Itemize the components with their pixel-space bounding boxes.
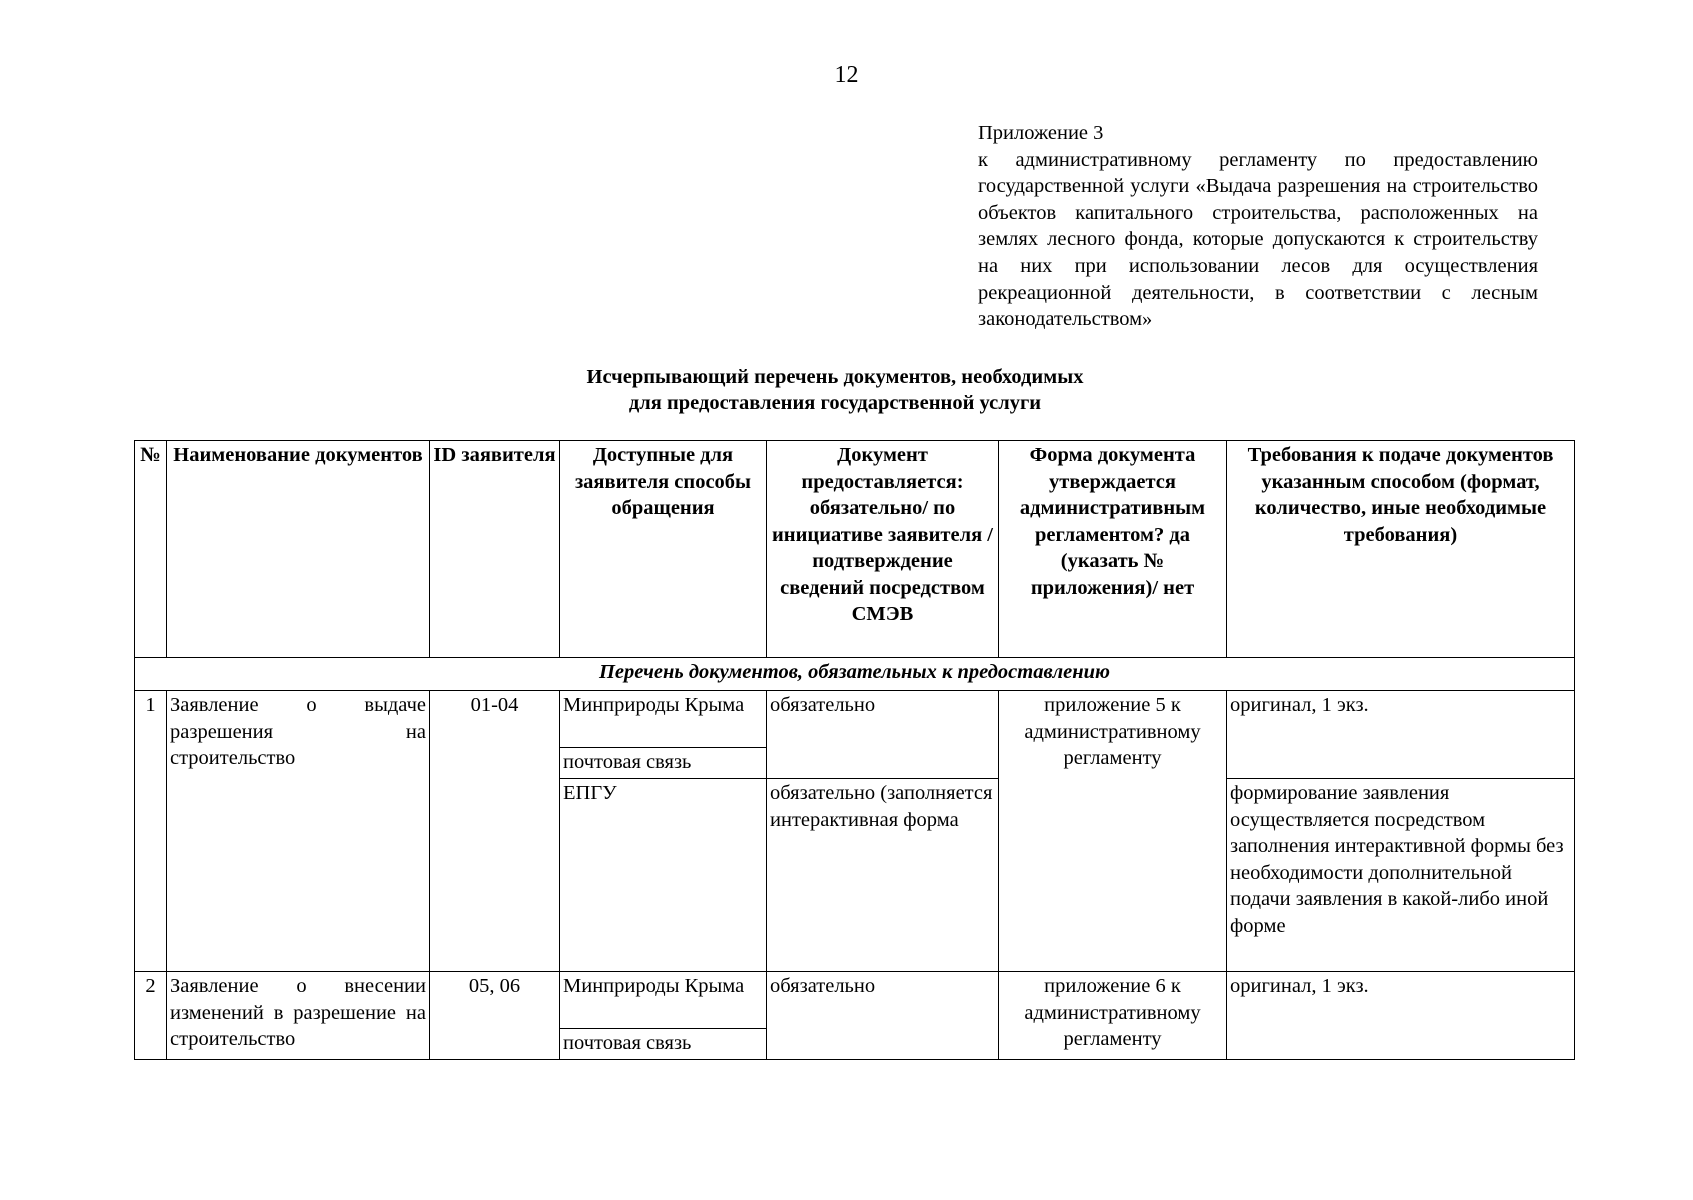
document-title	[500, 364, 1170, 416]
row-number: 2	[135, 972, 167, 1060]
row-document-name: Заявление о выдаче разрешения на строительство	[167, 691, 430, 972]
row-requirements: формирование заявления осуществляется посредством заполнения интерактивной формы без необходимости дополнительной подачи заявления в какой-либо иной форме	[1227, 779, 1575, 972]
row-provided: обязательно	[767, 691, 999, 779]
table-header-row	[135, 441, 1575, 658]
channel-item: почтовая связь	[560, 1029, 767, 1060]
header-document-name: Наименование документов	[167, 441, 430, 658]
row-number: 1	[135, 691, 167, 972]
page-number: 12	[834, 62, 859, 88]
row-provided: обязательно (заполняется интерактивная форма	[767, 779, 999, 972]
header-form: Форма документа утверждается административным регламентом? да (указать № приложения)/ нет	[999, 441, 1227, 658]
section-title: Перечень документов, обязательных к предоставлению	[135, 658, 1575, 691]
row-requirements: оригинал, 1 экз.	[1227, 972, 1575, 1060]
appendix-description: к административному регламенту по предоставлению государственной услуги «Выдача разрешения на строительство объектов капитального строительства, расположенных на землях лесного фонда, которые допускаются к строительству на них при использовании лесов для осуществления рекреационной деятельности, в соответствии с лесным законодательством»	[978, 148, 1538, 331]
row-form: приложение 5 к административному регламенту	[999, 691, 1227, 972]
row-requirements: оригинал, 1 экз.	[1227, 691, 1575, 779]
appendix-label: Приложение 3	[978, 122, 1104, 144]
row-applicant-id: 05, 06	[430, 972, 560, 1060]
section-row	[135, 658, 1575, 691]
document-title-line-1: Исчерпывающий перечень документов, необходимых	[586, 366, 1084, 388]
header-provided: Документ предоставляется: обязательно/ по инициативе заявителя /подтверждение сведений посредством СМЭВ	[767, 441, 999, 658]
header-channels: Доступные для заявителя способы обращения	[560, 441, 767, 658]
channel-item: почтовая связь	[560, 748, 767, 779]
header-requirements: Требования к подаче документов указанным способом (формат, количество, иные необходимые требования)	[1227, 441, 1575, 658]
channel-item: Минприроды Крыма	[560, 691, 767, 748]
header-applicant-id: ID заявителя	[430, 441, 560, 658]
row-provided: обязательно	[767, 972, 999, 1060]
document-title-line-2: для предоставления государственной услуги	[628, 392, 1042, 414]
row-document-name: Заявление о внесении изменений в разрешение на строительство	[167, 972, 430, 1060]
row-form: приложение 6 к административному регламенту	[999, 972, 1227, 1060]
table-row	[135, 691, 1575, 748]
header-number: №	[135, 441, 167, 658]
channel-item: ЕПГУ	[560, 779, 767, 972]
row-applicant-id: 01-04	[430, 691, 560, 972]
channel-item: Минприроды Крыма	[560, 972, 767, 1029]
table-row	[135, 972, 1575, 1029]
documents-table	[134, 440, 1575, 1060]
appendix-block	[978, 120, 1538, 333]
